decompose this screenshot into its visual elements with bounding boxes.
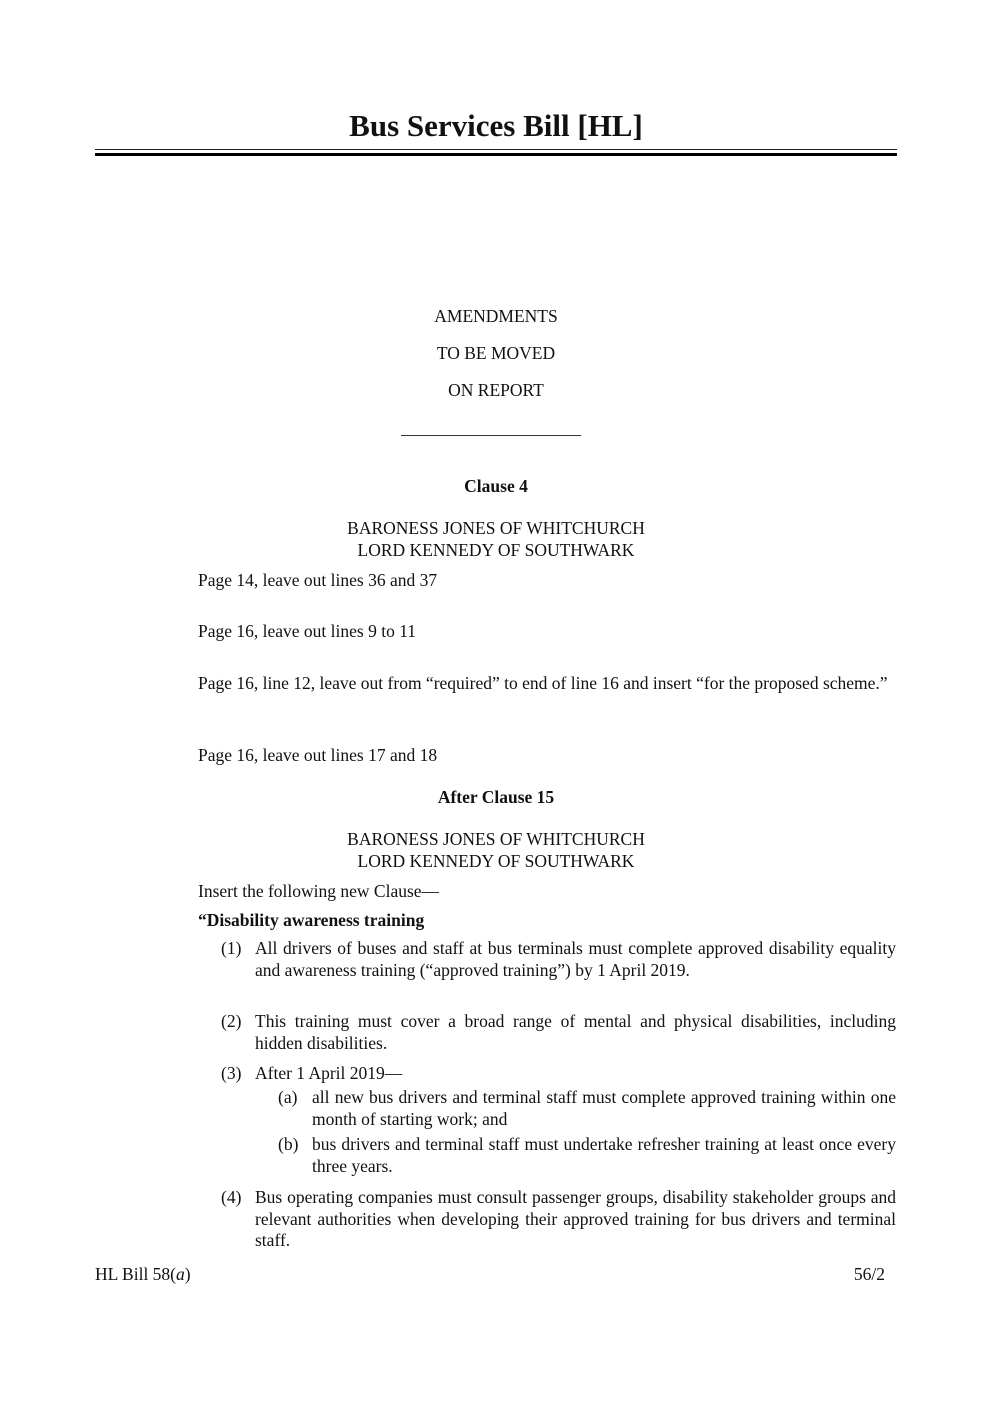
clause-item bbox=[221, 1011, 896, 1054]
subitem-letter: (a) bbox=[278, 1087, 298, 1107]
item-number: (4) bbox=[221, 1187, 242, 1207]
mover: BARONESS JONES OF WHITCHURCH bbox=[347, 829, 645, 849]
item-text: All drivers of buses and staff at bus terminals must complete approved disability equality and awareness training (“approved training”) by 1 April 2019. bbox=[255, 938, 896, 980]
clause-item bbox=[221, 1187, 896, 1252]
subitem-letter: (b) bbox=[278, 1134, 299, 1154]
item-number: (3) bbox=[221, 1063, 242, 1083]
clause-item bbox=[221, 938, 896, 981]
amendment: Page 16, line 12, leave out from “required” to end of line 16 and insert “for the proposed scheme.” bbox=[198, 673, 888, 693]
amendment: Page 16, leave out lines 17 and 18 bbox=[198, 745, 438, 765]
clause-item bbox=[221, 1063, 896, 1085]
amendment-intro: Insert the following new Clause— bbox=[198, 881, 440, 901]
item-text: This training must cover a broad range of mental and physical disabilities, including hidden disabilities. bbox=[255, 1011, 896, 1053]
heading-line: AMENDMENTS bbox=[434, 306, 558, 326]
mover: LORD KENNEDY OF SOUTHWARK bbox=[357, 540, 635, 560]
new-clause-title: “Disability awareness training bbox=[198, 910, 425, 930]
bill-ref-prefix: HL Bill 58( bbox=[95, 1264, 177, 1284]
page-reference: 56/2 bbox=[853, 1264, 885, 1284]
item-text: Bus operating companies must consult passenger groups, disability stakeholder groups and relevant authorities when developing their approved training for bus drivers and terminal staff. bbox=[255, 1187, 896, 1250]
section-heading: After Clause 15 bbox=[437, 787, 555, 807]
bill-ref-suffix: ) bbox=[184, 1264, 191, 1284]
heading-line: TO BE MOVED bbox=[436, 343, 556, 363]
mover: LORD KENNEDY OF SOUTHWARK bbox=[357, 851, 635, 871]
section-heading: Clause 4 bbox=[464, 476, 528, 496]
bill-ref-letter: a bbox=[176, 1264, 185, 1284]
clause-subitem bbox=[278, 1134, 896, 1177]
bill-reference bbox=[95, 1264, 191, 1285]
document-title: Bus Services Bill [HL] bbox=[349, 108, 643, 143]
item-text: After 1 April 2019— bbox=[255, 1063, 403, 1083]
divider bbox=[401, 435, 581, 436]
item-number: (1) bbox=[221, 938, 242, 958]
item-number: (2) bbox=[221, 1011, 242, 1031]
subitem-text: all new bus drivers and terminal staff must complete approved training within one month of starting work; and bbox=[312, 1087, 896, 1129]
title-rule-thin bbox=[95, 149, 897, 150]
mover: BARONESS JONES OF WHITCHURCH bbox=[347, 518, 645, 538]
amendment: Page 16, leave out lines 9 to 11 bbox=[198, 621, 417, 641]
title-rule-thick bbox=[95, 153, 897, 156]
subitem-text: bus drivers and terminal staff must undertake refresher training at least once every three years. bbox=[312, 1134, 896, 1176]
heading-line: ON REPORT bbox=[448, 380, 544, 400]
amendment: Page 14, leave out lines 36 and 37 bbox=[198, 570, 438, 590]
clause-subitem bbox=[278, 1087, 896, 1130]
